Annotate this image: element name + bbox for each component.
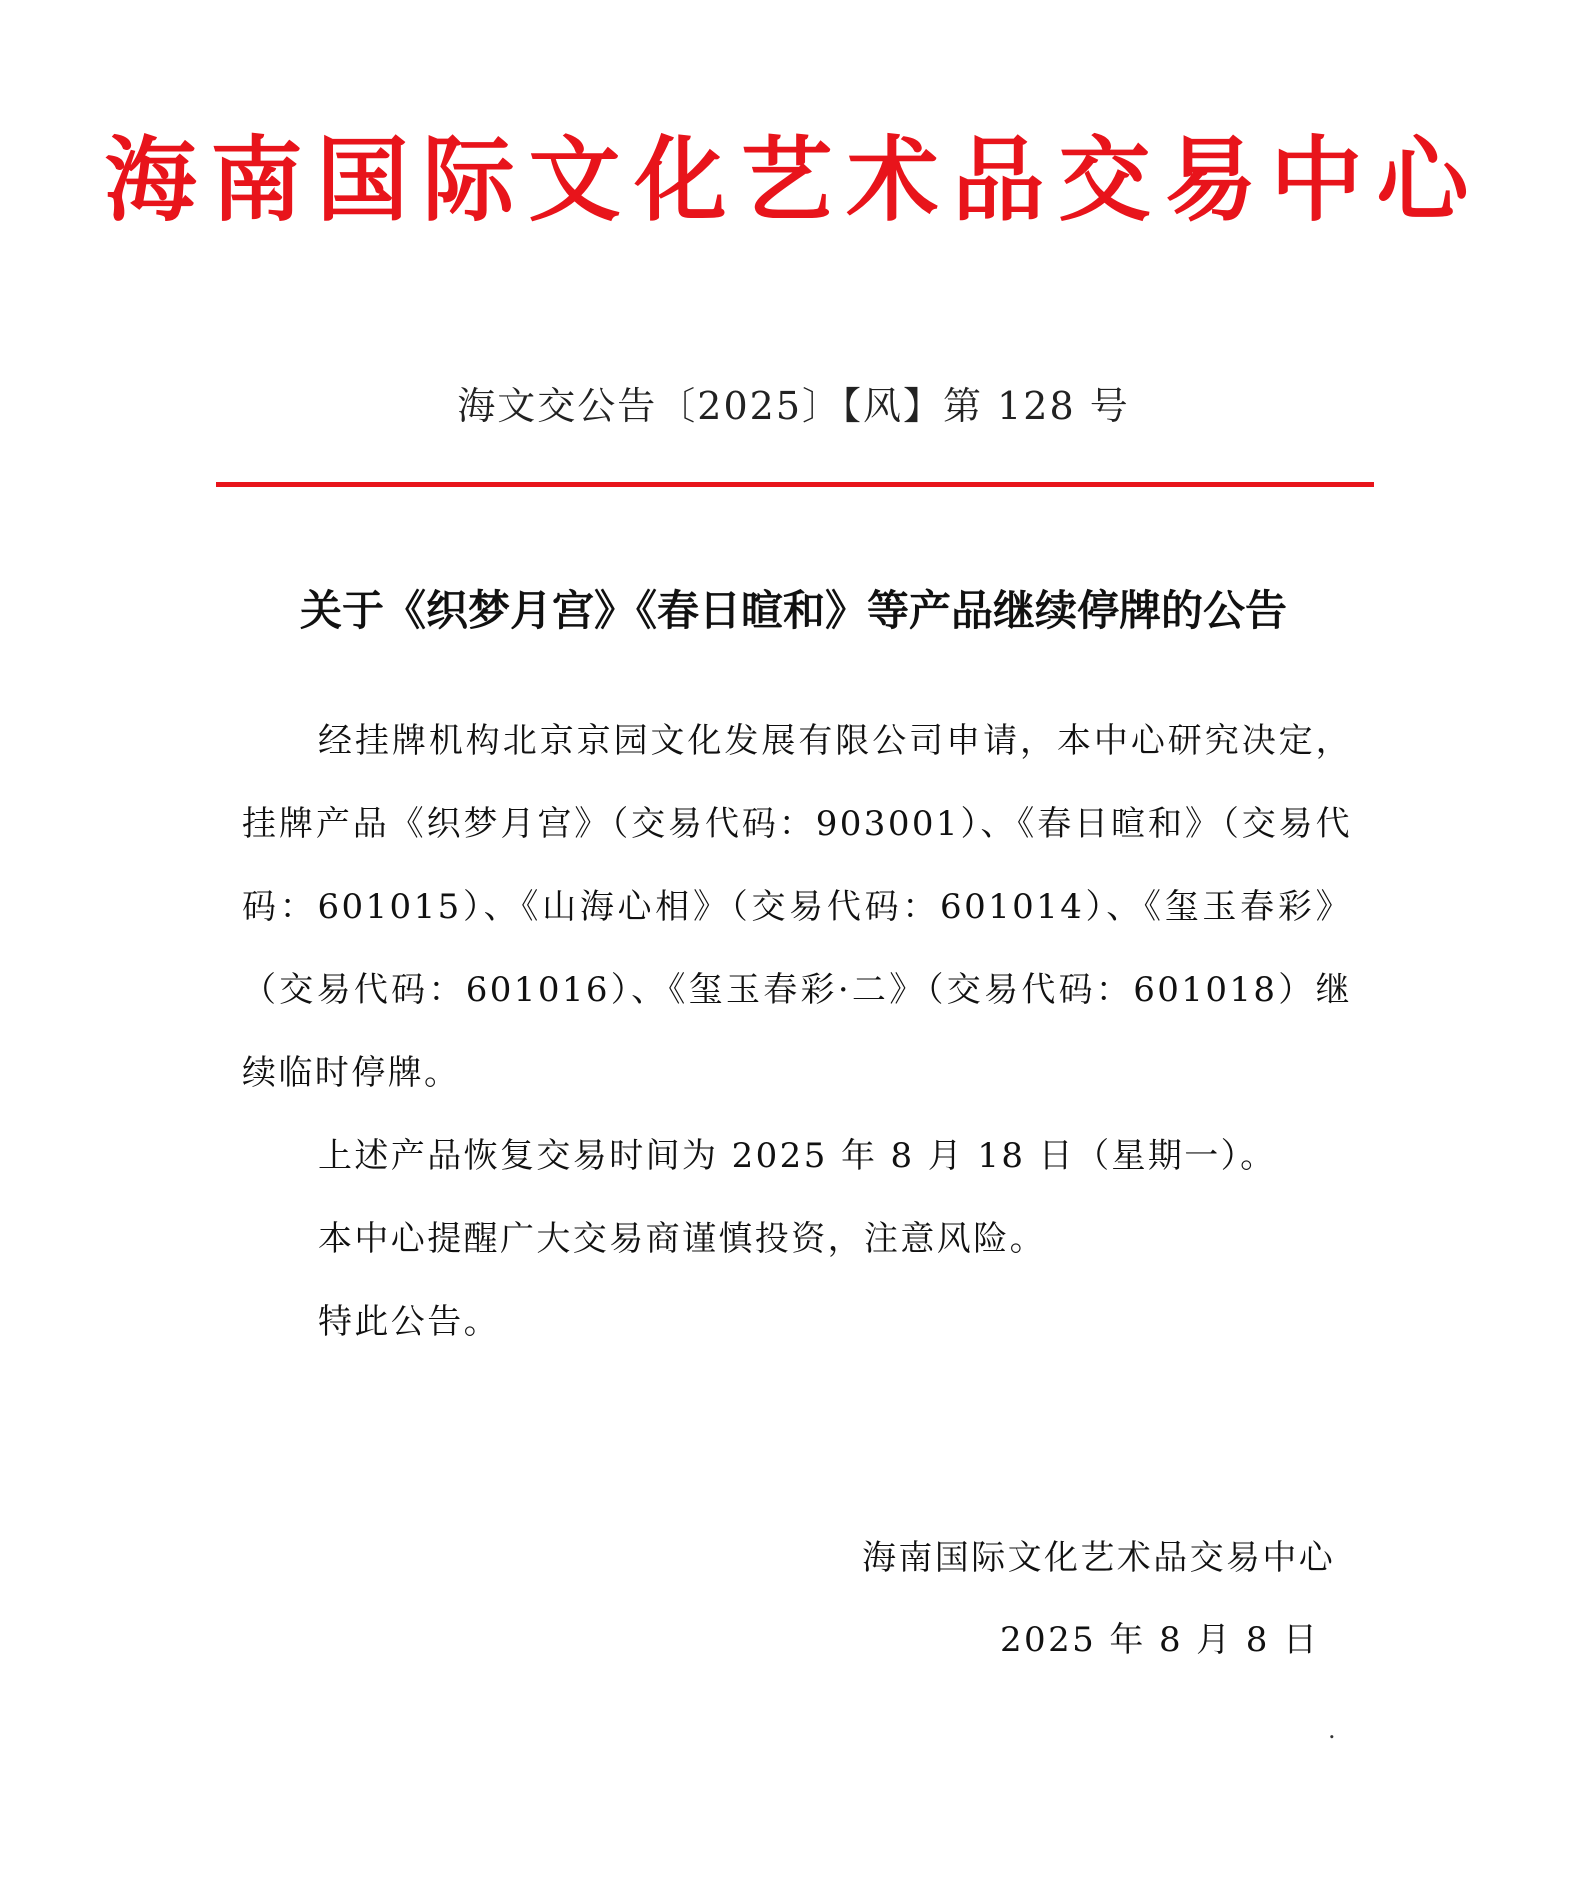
body-paragraph-1: 经挂牌机构北京京园文化发展有限公司申请，本中心研究决定，挂牌产品《织梦月宫》（交易代码：903001）、《春日暄和》（交易代码：601015）、《山海心相》（交易代码：601014）、《玺玉春彩》（交易代码：601016）、《玺玉春彩·二》（交易代码：601018）继续临时停牌。: [242, 721, 1352, 1093]
trailing-dot: .: [1328, 1716, 1336, 1744]
document-title: 关于《织梦月宫》《春日暄和》等产品继续停牌的公告: [299, 586, 1287, 635]
document-number: 海文交公告〔2025〕【风】第 128 号: [457, 384, 1130, 428]
body-paragraph-2: 上述产品恢复交易时间为 2025 年 8 月 18 日（星期一）。: [318, 1136, 1277, 1176]
signature-date: 2025 年 8 月 8 日: [1000, 1620, 1320, 1660]
announcement-body: [242, 700, 1352, 1364]
body-paragraph-4: 特此公告。: [318, 1302, 500, 1342]
organization-header: 海南国际文化艺术品交易中心: [104, 126, 1483, 234]
body-paragraph-3: 本中心提醒广大交易商谨慎投资，注意风险。: [318, 1219, 1046, 1259]
signature-organization: 海南国际文化艺术品交易中心: [862, 1538, 1336, 1578]
red-divider-line: [216, 482, 1374, 487]
